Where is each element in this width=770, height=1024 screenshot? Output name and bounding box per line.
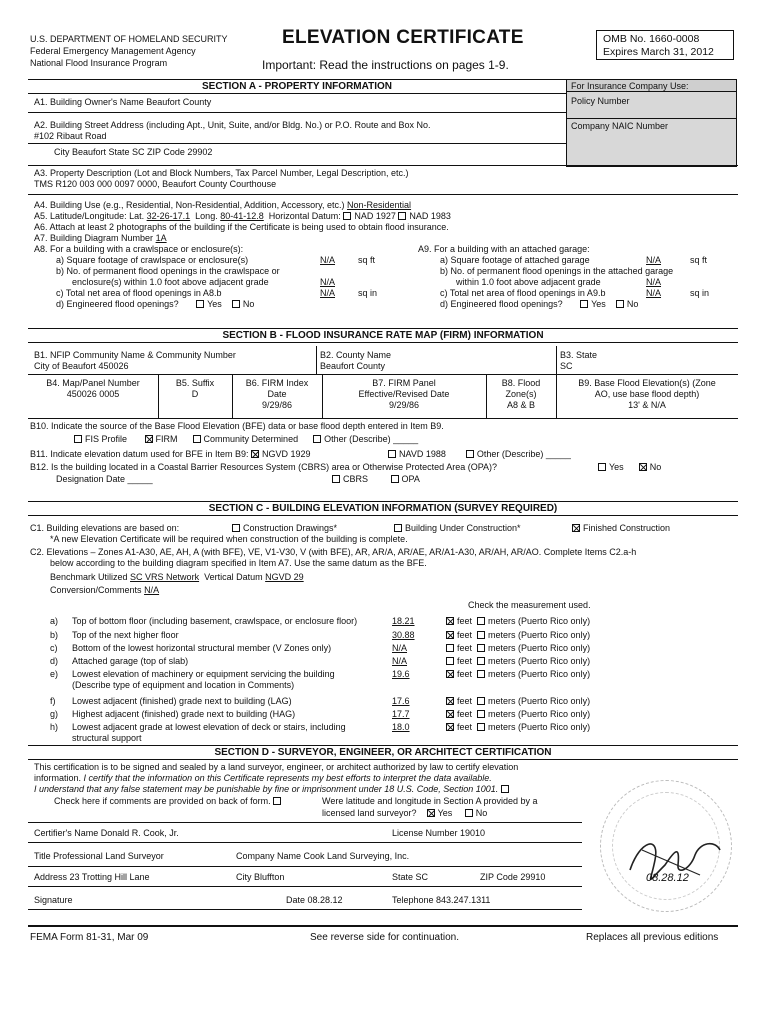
feet-label: feet [457, 709, 473, 719]
a2-city-state-zip: City Beaufort State SC ZIP Code 29902 [54, 147, 213, 157]
c2-item-units [446, 656, 590, 667]
finished-construction-label: Finished Construction [583, 523, 671, 533]
latlong-answer [322, 808, 487, 819]
building-under-construction-checkbox[interactable] [394, 524, 402, 532]
feet-checkbox[interactable] [446, 617, 454, 625]
cert-line-1: This certification is to be signed and sealed by a land surveyor, engineer, or architect authorized by law to certify elevation [34, 762, 519, 772]
ngvd1929-label: NGVD 1929 [261, 449, 311, 459]
c2-item-label: Top of the next higher floor [72, 630, 179, 640]
meters-label: meters (Puerto Rico only) [488, 669, 591, 679]
a8d-no-label: No [242, 299, 255, 309]
a4-label: A4. Building Use (e.g., Residential, Non-Residential, Addition, Accessory, etc.) [34, 200, 345, 210]
latlong-no-checkbox[interactable] [465, 809, 473, 817]
c2-item-units [446, 709, 590, 720]
check-measurement: Check the measurement used. [468, 600, 591, 610]
c2-item-letter: c) [50, 643, 58, 653]
agency-block [30, 33, 228, 69]
feet-label: feet [457, 656, 473, 666]
b11-other-label: Other (Describe) [476, 449, 544, 459]
a1-owner-name: A1. Building Owner's Name Beaufort County [34, 97, 212, 107]
a9c-value: N/A [646, 288, 662, 298]
c2-item-value: 18.0 [392, 722, 410, 732]
feet-label: feet [457, 643, 473, 653]
a8b-label-1: b) No. of permanent flood openings in the crawlspace or [56, 266, 280, 276]
b11-label: B11. Indicate elevation datum used for BFE in Item B9: [30, 449, 249, 459]
comments-label: Check here if comments are provided on back of form. [54, 796, 271, 806]
a9d-yes-label: Yes [591, 299, 606, 309]
c2-item-letter: g) [50, 709, 59, 719]
a9c-unit: sq in [690, 288, 710, 298]
community-determined-checkbox[interactable] [193, 435, 201, 443]
omb-number: OMB No. 1660-0008 [603, 33, 700, 45]
b2-label: B2. County Name [320, 350, 392, 360]
conversion-label: Conversion/Comments [50, 585, 142, 595]
firm-label: FIRM [155, 434, 178, 444]
latlong-yes-checkbox[interactable] [427, 809, 435, 817]
b12-label: B12. Is the building located in a Coastal Barrier Resources System (CBRS) area or Otherwise Protected Area (OPA)? [30, 462, 498, 472]
c2-item-units [446, 643, 590, 654]
signature-handwritten-date: 08.28.12 [646, 872, 689, 884]
a7-diagram [34, 233, 167, 244]
feet-checkbox[interactable] [446, 723, 454, 731]
certifier-telephone: Telephone 843.247.1311 [392, 895, 491, 905]
a9d-no-label: No [626, 299, 639, 309]
c2-item-letter: h) [50, 722, 59, 732]
omb-expiry: Expires March 31, 2012 [603, 46, 714, 58]
b10-label: B10. Indicate the source of the Base Flood Elevation (BFE) data or base flood depth entered in Item B9. [30, 421, 444, 431]
section-c-title: SECTION C - BUILDING ELEVATION INFORMATION (SURVEY REQUIRED) [28, 501, 738, 516]
b1-label: B1. NFIP Community Name & Community Number [34, 350, 236, 360]
naic-label: Company NAIC Number [567, 120, 736, 132]
b9-value: 13' & N/A [628, 399, 666, 410]
b1-value: City of Beaufort 450026 [34, 361, 129, 371]
a8c-value: N/A [320, 288, 336, 298]
navd1988-label: NAVD 1988 [399, 449, 446, 459]
navd1988-checkbox[interactable] [388, 450, 396, 458]
b12-yes-label: Yes [609, 462, 624, 472]
a2-address-value: #102 Ribaut Road [34, 131, 107, 141]
c2-item-value: 17.6 [392, 696, 410, 706]
b6-label-2: Date [267, 388, 287, 399]
b11-alt: NAVD 1988 Other (Describe) _____ [388, 449, 571, 460]
a9a-unit: sq ft [690, 255, 708, 265]
a9b-label-1: b) No. of permanent flood openings in the attached garage [440, 266, 674, 276]
a5-label: A5. Latitude/Longitude: Lat. [34, 211, 145, 221]
conversion-row [50, 585, 159, 596]
certifier-zip: ZIP Code 29910 [480, 872, 546, 882]
b11-other-checkbox[interactable] [466, 450, 474, 458]
agency-line-1: U.S. DEPARTMENT OF HOMELAND SECURITY [30, 34, 228, 44]
section-b-title: SECTION B - FLOOD INSURANCE RATE MAP (FIRM) INFORMATION [28, 328, 738, 343]
b6-value: 9/29/86 [261, 399, 293, 410]
a8d-no-checkbox[interactable] [232, 300, 240, 308]
benchmark-row [50, 572, 304, 583]
b8-label-1: B8. Flood [501, 378, 541, 388]
b9-label-2: AO, use base flood depth) [594, 388, 700, 399]
b10-other-label: Other (Describe) [324, 434, 391, 444]
meters-checkbox[interactable] [477, 657, 485, 665]
a4-building-use [34, 200, 411, 211]
a8c-unit: sq in [358, 288, 378, 298]
a2-address-label: A2. Building Street Address (including Apt., Unit, Suite, and/or Bldg. No.) or P.O. Route and Box No. [34, 120, 431, 130]
agency-line-2: Federal Emergency Management Agency [30, 46, 196, 56]
c2-item-letter: a) [50, 616, 59, 626]
firm-checkbox[interactable] [145, 435, 153, 443]
certifier-title: Title Professional Land Surveyor [34, 851, 164, 861]
a7-value: 1A [155, 233, 167, 243]
a9a-value: N/A [646, 255, 662, 265]
benchmark-value: SC VRS Network [130, 572, 200, 582]
feet-label: feet [457, 669, 473, 679]
b9-cell [556, 378, 738, 410]
vertical-datum-label: Vertical Datum [204, 572, 263, 582]
feet-checkbox[interactable] [446, 657, 454, 665]
feet-label: feet [457, 722, 473, 732]
meters-label: meters (Puerto Rico only) [488, 696, 591, 706]
c2-item-units [446, 669, 590, 680]
nad1983-label: NAD 1983 [409, 211, 451, 221]
meters-checkbox[interactable] [477, 697, 485, 705]
a8d-yes-label: Yes [207, 299, 222, 309]
opa-checkbox[interactable] [391, 475, 399, 483]
latlong-question: Were latitude and longitude in Section A provided by a [322, 796, 538, 806]
c2-item-value: N/A [392, 643, 408, 653]
b11-row [30, 449, 311, 460]
feet-checkbox[interactable] [446, 670, 454, 678]
a5-lat-long [34, 211, 451, 222]
a3-description-value: TMS R120 003 000 0097 0000, Beaufort County Courthouse [34, 179, 277, 189]
feet-checkbox[interactable] [446, 631, 454, 639]
signature-label: Signature [34, 895, 73, 905]
b2-value: Beaufort County [320, 361, 386, 371]
b12-answer [598, 462, 661, 473]
b8-cell [486, 378, 556, 410]
b10-other-checkbox[interactable] [313, 435, 321, 443]
a8-title: A8. For a building with a crawlspace or enclosure(s): [34, 244, 244, 254]
a9-title: A9. For a building with an attached garage: [418, 244, 590, 254]
b4-value: 450026 0005 [66, 388, 120, 399]
b10-options: FIS Profile FIRM Community Determined Other (Describe) _____ [74, 434, 418, 445]
b3-label: B3. State [560, 350, 598, 360]
meters-label: meters (Puerto Rico only) [488, 630, 591, 640]
omb-box [596, 30, 734, 60]
c2-item-value: N/A [392, 656, 408, 666]
cbrs-opa [332, 474, 420, 485]
c2-item-letter: d) [50, 656, 59, 666]
a9d-label: d) Engineered flood openings? [440, 299, 563, 309]
certifier-address: Address 23 Trotting Hill Lane [34, 872, 150, 882]
b3-value: SC [560, 361, 573, 371]
c2-label: C2. Elevations – Zones A1-A30, AE, AH, A (with BFE), VE, V1-V30, V (with BFE), AR, AR/A, AR/AE, AR/A1-A30, AR/AH, AR/AO. Complete Items C2.a-h [30, 547, 637, 557]
c2-item-label: Lowest elevation of machinery or equipment servicing the building [72, 669, 335, 679]
a8a-unit: sq ft [358, 255, 376, 265]
c1-option-fc [572, 523, 670, 534]
form-title: ELEVATION CERTIFICATE [282, 27, 524, 48]
c1-option-buc [394, 523, 521, 534]
b7-label-1: B7. FIRM Panel [372, 378, 436, 388]
meters-label: meters (Puerto Rico only) [488, 709, 591, 719]
a3-description-label: A3. Property Description (Lot and Block Numbers, Tax Parcel Number, Legal Description, etc.) [34, 168, 409, 178]
b4-cell [28, 378, 158, 400]
a5-datum-label: Horizontal Datum: [268, 211, 341, 221]
c2-item-label: Attached garage (top of slab) [72, 656, 189, 666]
fis-profile-checkbox[interactable] [74, 435, 82, 443]
a9d-yes-checkbox[interactable] [580, 300, 588, 308]
a9c-label: c) Total net area of flood openings in A9.b [440, 288, 606, 298]
cbrs-checkbox[interactable] [332, 475, 340, 483]
designation-date-label: Designation Date [56, 474, 126, 484]
c2-item-label-2: (Describe type of equipment and location in Comments) [72, 680, 295, 690]
a8c-label: c) Total net area of flood openings in A8.b [56, 288, 222, 298]
meters-checkbox[interactable] [477, 670, 485, 678]
c2-item-value: 18.21 [392, 616, 415, 626]
meters-label: meters (Puerto Rico only) [488, 643, 591, 653]
c2-item-label: Bottom of the lowest horizontal structural member (V Zones only) [72, 643, 332, 653]
insurance-use-box [566, 79, 737, 167]
c2-item-value: 17.7 [392, 709, 410, 719]
a9a-label: a) Square footage of attached garage [440, 255, 590, 265]
cert-paragraph [34, 762, 574, 794]
b5-cell [158, 378, 232, 400]
license-number: License Number 19010 [392, 828, 486, 838]
b7-label-2: Effective/Revised Date [358, 388, 450, 399]
conversion-value: N/A [144, 585, 160, 595]
finished-construction-checkbox[interactable] [572, 524, 580, 532]
construction-drawings-checkbox[interactable] [232, 524, 240, 532]
insurance-use-title: For Insurance Company Use: [567, 80, 736, 92]
vertical-datum-value: NGVD 29 [265, 572, 304, 582]
a8b-label-2: enclosure(s) within 1.0 foot above adjacent grade [72, 277, 269, 287]
latlong-question-2: licensed land surveyor? [322, 808, 417, 818]
a5-long: 80-41-12.8 [220, 211, 264, 221]
b6-cell [232, 378, 322, 410]
a8a-label: a) Square footage of crawlspace or enclosure(s) [56, 255, 249, 265]
replaces-note: Replaces all previous editions [586, 932, 719, 943]
feet-label: feet [457, 696, 473, 706]
b8-label-2: Zone(s) [505, 388, 537, 399]
construction-drawings-label: Construction Drawings* [243, 523, 338, 533]
c2-item-label-2: structural support [72, 733, 142, 743]
b8-value: A8 & B [506, 399, 535, 410]
company-name: Company Name Cook Land Surveying, Inc. [236, 851, 410, 861]
b6-label-1: B6. FIRM Index [245, 378, 309, 388]
cert-line-2a: information. [34, 772, 84, 783]
c2-label-2: below according to the building diagram specified in Item A7. Use the same datum as the BFE. [50, 558, 427, 568]
signature-date: Date 08.28.12 [286, 895, 343, 905]
cert-line-2b: I certify that the information on this Certificate represents my best efforts to interpret the data available. [83, 772, 492, 783]
feet-checkbox[interactable] [446, 644, 454, 652]
c2-item-units [446, 616, 590, 627]
a8b-value: N/A [320, 277, 336, 287]
nad1927-label: NAD 1927 [354, 211, 396, 221]
reverse-note: See reverse side for continuation. [310, 932, 459, 943]
building-under-construction-label: Building Under Construction* [405, 523, 521, 533]
feet-label: feet [457, 630, 473, 640]
a8d-yes-checkbox[interactable] [196, 300, 204, 308]
meters-label: meters (Puerto Rico only) [488, 656, 591, 666]
a9b-label-2: within 1.0 foot above adjacent grade [456, 277, 601, 287]
c1-note: *A new Elevation Certificate will be required when construction of the building is complete. [50, 534, 408, 544]
c2-item-letter: e) [50, 669, 59, 679]
a9d-row [440, 299, 638, 310]
b4-label: B4. Map/Panel Number [46, 378, 140, 388]
c2-item-label: Highest adjacent (finished) grade next to building (HAG) [72, 709, 296, 719]
b7-cell [322, 378, 486, 410]
meters-checkbox[interactable] [477, 644, 485, 652]
cert-line-3: I understand that any false statement may be punishable by fine or imprisonment under 18 U.S. Code, Section 1001. [34, 783, 499, 794]
b12-yes-checkbox[interactable] [598, 463, 606, 471]
certifier-city: City Bluffton [236, 872, 285, 882]
c2-item-value: 30.88 [392, 630, 415, 640]
a9d-no-checkbox[interactable] [616, 300, 624, 308]
a4-value: Non-Residential [347, 200, 412, 210]
a8d-label: d) Engineered flood openings? [56, 299, 179, 309]
benchmark-label: Benchmark Utilized [50, 572, 128, 582]
feet-checkbox[interactable] [446, 710, 454, 718]
section-1001-checkbox[interactable] [501, 785, 509, 793]
cbrs-label: CBRS [343, 474, 369, 484]
form-number: FEMA Form 81-31, Mar 09 [30, 932, 149, 943]
feet-label: feet [457, 616, 473, 626]
b12-no-label: No [649, 462, 662, 472]
a5-long-label: Long. [195, 211, 218, 221]
c2-item-units [446, 630, 590, 641]
b9-label-1: B9. Base Flood Elevation(s) (Zone [578, 378, 716, 388]
certifier-state: State SC [392, 872, 429, 882]
c2-item-units [446, 722, 590, 733]
ngvd1929-checkbox[interactable] [251, 450, 259, 458]
section-d-title: SECTION D - SURVEYOR, ENGINEER, OR ARCHITECT CERTIFICATION [28, 745, 738, 760]
c2-item-letter: b) [50, 630, 59, 640]
fis-profile-label: FIS Profile [85, 434, 128, 444]
nad1927-checkbox[interactable] [343, 212, 351, 220]
a5-lat: 32-26-17.1 [146, 211, 191, 221]
community-determined-label: Community Determined [203, 434, 299, 444]
section-a-title: SECTION A - PROPERTY INFORMATION [28, 79, 566, 94]
c2-item-letter: f) [50, 696, 56, 706]
opa-label: OPA [401, 474, 420, 484]
c2-item-value: 19.6 [392, 669, 410, 679]
meters-checkbox[interactable] [477, 631, 485, 639]
b7-value: 9/29/86 [388, 399, 420, 410]
c2-item-label: Top of bottom floor (including basement, crawlspace, or enclosure floor) [72, 616, 358, 626]
b12-no-checkbox[interactable] [639, 463, 647, 471]
a7-label: A7. Building Diagram Number [34, 233, 154, 243]
a6-photographs: A6. Attach at least 2 photographs of the building if the Certificate is being used to obtain flood insurance. [34, 222, 449, 232]
feet-checkbox[interactable] [446, 697, 454, 705]
a8d-row [56, 299, 254, 310]
a9b-value: N/A [646, 277, 662, 287]
policy-number-label: Policy Number [567, 95, 736, 107]
c1-label: C1. Building elevations are based on: [30, 523, 180, 533]
meters-checkbox[interactable] [477, 617, 485, 625]
meters-checkbox[interactable] [477, 710, 485, 718]
designation-date: Designation Date _____ [56, 474, 153, 484]
c2-item-label: Lowest adjacent grade at lowest elevation of deck or stairs, including [72, 722, 346, 732]
important-note: Important: Read the instructions on pages 1-9. [262, 58, 509, 72]
b5-label: B5. Suffix [175, 378, 215, 388]
latlong-yes-label: Yes [437, 808, 453, 818]
certifier-name: Certifier's Name Donald R. Cook, Jr. [34, 828, 179, 838]
meters-checkbox[interactable] [477, 723, 485, 731]
meters-label: meters (Puerto Rico only) [488, 616, 591, 626]
latlong-no-label: No [475, 808, 488, 818]
c2-item-units [446, 696, 590, 707]
a8a-value: N/A [320, 255, 336, 265]
b5-value: D [191, 388, 199, 399]
c1-options [232, 523, 337, 534]
c2-item-label: Lowest adjacent (finished) grade next to building (LAG) [72, 696, 292, 706]
comments-checkbox[interactable] [273, 797, 281, 805]
meters-label: meters (Puerto Rico only) [488, 722, 591, 732]
nad1983-checkbox[interactable] [398, 212, 406, 220]
agency-line-3: National Flood Insurance Program [30, 58, 168, 68]
comments-row [54, 796, 284, 807]
